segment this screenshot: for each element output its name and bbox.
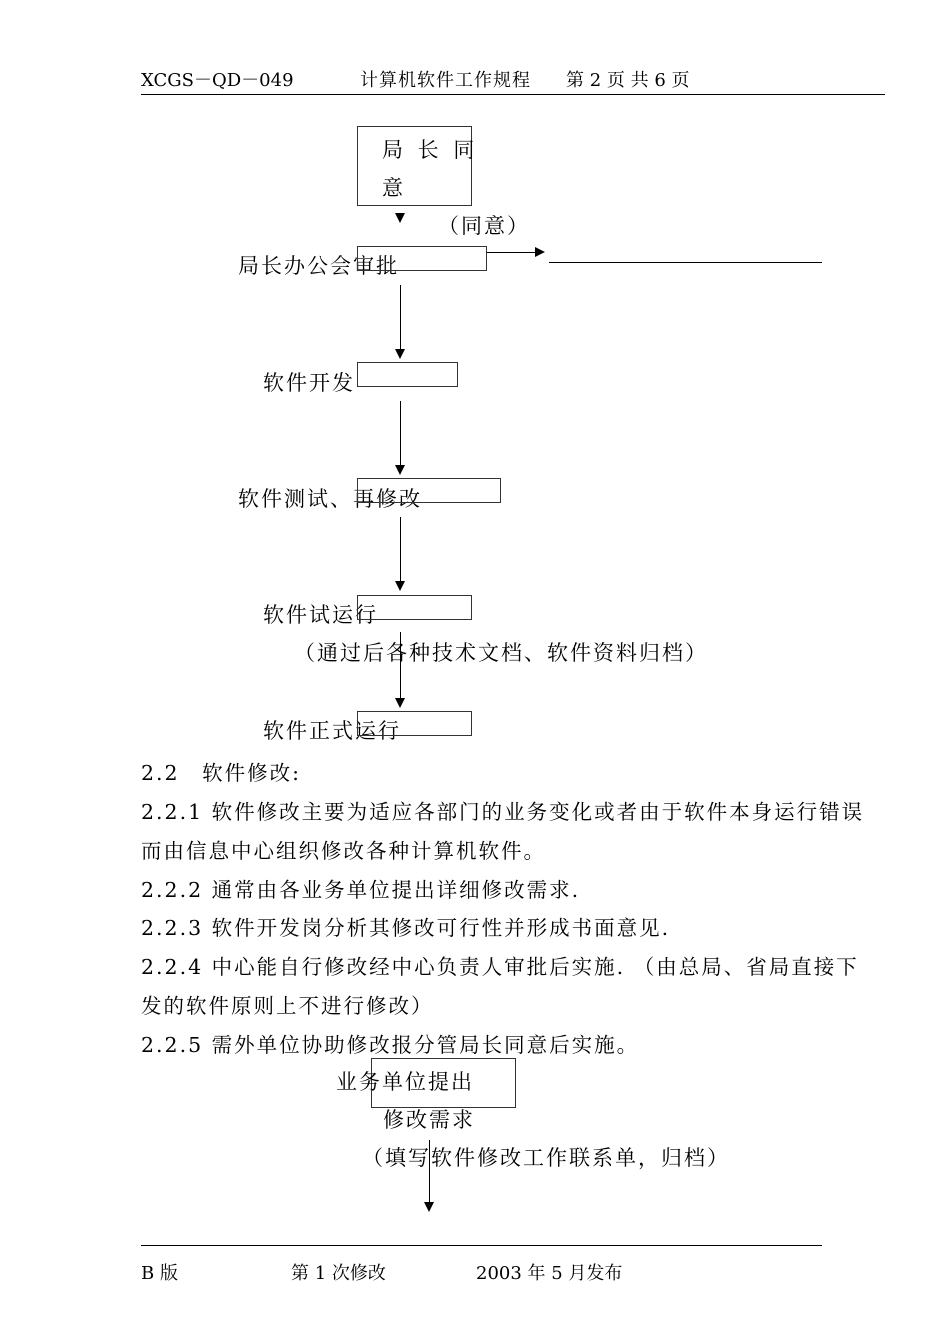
step-meeting-label: 局长办公会审批 — [238, 254, 399, 278]
step-test-label: 软件测试、再修改 — [238, 487, 422, 511]
step-develop-label: 软件开发 — [263, 371, 355, 395]
connector-down — [400, 517, 401, 581]
flow-box-formal — [357, 711, 472, 736]
archive-note: （通过后各种技术文档、软件资料归档） — [294, 641, 708, 665]
request-line2: 修改需求 — [383, 1108, 475, 1132]
step-trial-label: 软件试运行 — [263, 603, 378, 627]
approve-note: （同意） — [438, 214, 530, 238]
footer-release: 2003 年 5 月发布 — [476, 1263, 623, 1284]
para-2-2-2: 2.2.2 通常由各业务单位提出详细修改需求. — [141, 878, 581, 902]
flow-box-test — [357, 478, 501, 503]
header-rule — [141, 94, 885, 95]
request-line1: 业务单位提出 — [336, 1070, 474, 1094]
arrow-down-icon — [395, 465, 405, 475]
arrow-down-icon — [395, 698, 405, 708]
arrow-down-icon — [395, 581, 405, 591]
doc-title: 计算机软件工作规程 — [360, 70, 531, 91]
para-2-2-4-line1: 2.2.4 中心能自行修改经中心负责人审批后实施. （由总局、省局直接下 — [141, 955, 859, 979]
para-2-2-4-line2: 发的软件原则上不进行修改） — [141, 994, 434, 1018]
arrow-down-icon — [395, 213, 405, 223]
doc-code: XCGS－QD－049 — [141, 70, 294, 91]
para-2-2-5: 2.2.5 需外单位协助修改报分管局长同意后实施。 — [141, 1033, 640, 1057]
flow-box-develop — [357, 362, 458, 387]
section-heading: 2.2 软件修改: — [141, 761, 302, 785]
director-approve-line2: 意 — [382, 176, 405, 200]
para-2-2-1-line2: 而由信息中心组织修改各种计算机软件。 — [141, 839, 546, 863]
connector-down — [400, 285, 401, 349]
arrow-right-icon — [535, 247, 545, 257]
arrow-down-icon — [395, 349, 405, 359]
blank-line — [549, 262, 822, 263]
footer-rule — [141, 1245, 822, 1246]
flow-box-meeting — [357, 246, 487, 271]
connector-right — [487, 252, 535, 253]
form-note: （填写软件修改工作联系单，归档） — [362, 1146, 730, 1170]
footer-edition: B 版 — [141, 1263, 178, 1284]
para-2-2-3: 2.2.3 软件开发岗分析其修改可行性并形成书面意见. — [141, 916, 671, 940]
footer-revision: 第 1 次修改 — [291, 1263, 386, 1284]
director-approve-line1: 局 长 同 — [382, 138, 479, 162]
flow-box-trial — [357, 595, 472, 620]
page-info: 第 2 页 共 6 页 — [566, 70, 690, 91]
step-formal-label: 软件正式运行 — [263, 719, 401, 743]
para-2-2-1-line1: 2.2.1 软件修改主要为适应各部门的业务变化或者由于软件本身运行错误 — [141, 800, 865, 824]
connector-down — [400, 401, 401, 465]
arrow-down-icon — [424, 1202, 434, 1212]
